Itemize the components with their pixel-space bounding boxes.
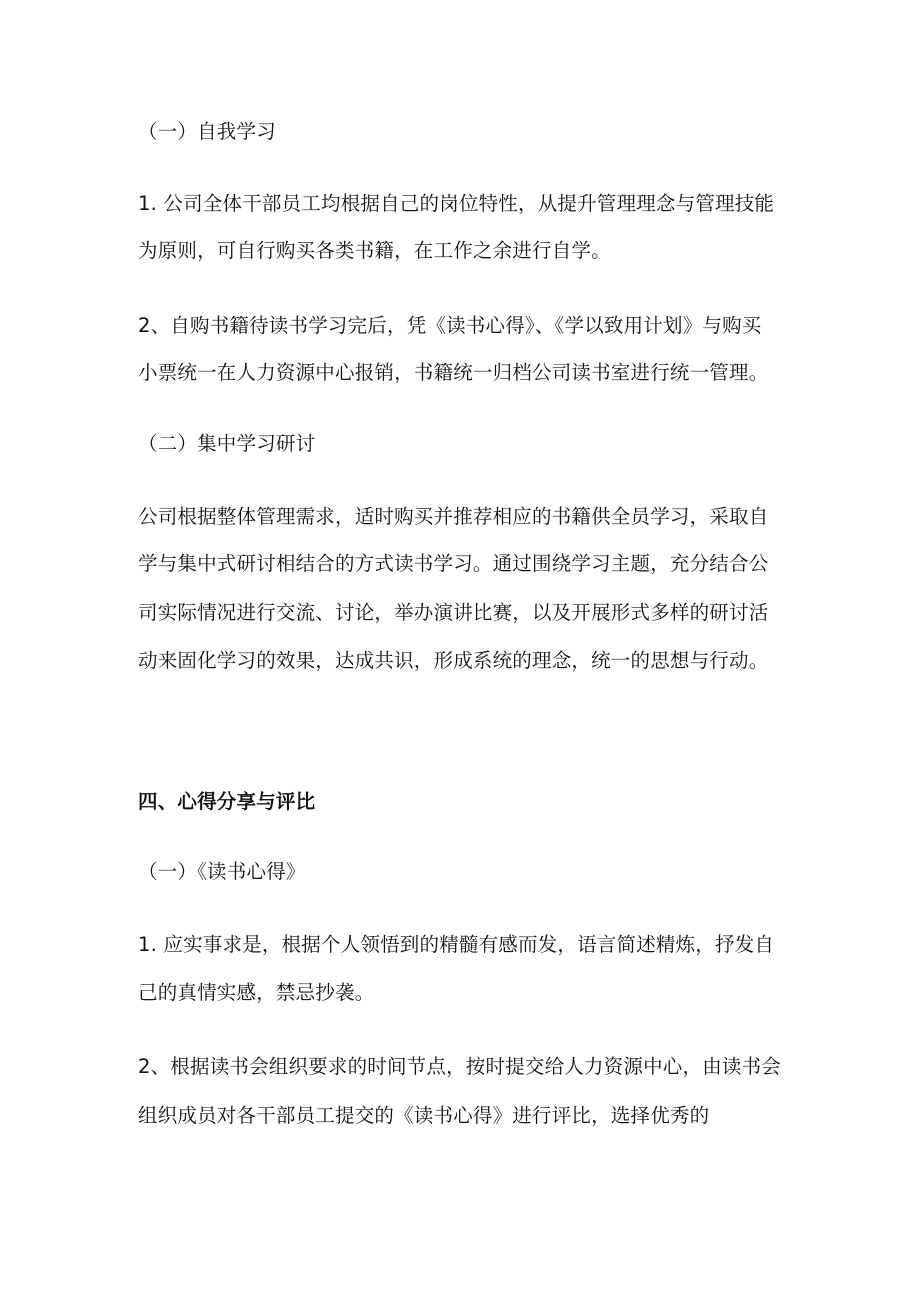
subsection-heading-self-study: （一）自我学习 xyxy=(138,120,276,143)
paragraph-line: 组织成员对各干部员工提交的《读书心得》进行评比，选择优秀的 xyxy=(138,1104,710,1127)
subsection-heading-reading-notes: （一）《读书心得》 xyxy=(138,860,306,883)
paragraph-line: 1. 应实事求是，根据个人领悟到的精髓有感而发，语言简述精炼，抒发自 xyxy=(138,933,775,956)
paragraph-line: 小票统一在人力资源中心报销，书籍统一归档公司读书室进行统一管理。 xyxy=(138,361,769,384)
paragraph-line: 公司根据整体管理需求，适时购买并推荐相应的书籍供全员学习，采取自 xyxy=(138,505,769,528)
paragraph-line: 为原则，可自行购买各类书籍，在工作之余进行自学。 xyxy=(138,239,611,262)
paragraph-line: 学与集中式研讨相结合的方式读书学习。通过围绕学习主题，充分结合公 xyxy=(138,552,769,575)
paragraph-line: 己的真情实感，禁忌抄袭。 xyxy=(138,981,375,1004)
paragraph-line: 2、根据读书会组织要求的时间节点，按时提交给人力资源中心，由读书会 xyxy=(138,1055,782,1078)
paragraph-line: 动来固化学习的效果，达成共识，形成系统的理念，统一的思想与行动。 xyxy=(138,649,769,672)
paragraph-line: 司实际情况进行交流、讨论，举办演讲比赛，以及开展形式多样的研讨活 xyxy=(138,601,769,624)
paragraph-line: 2、自购书籍待读书学习完后，凭《读书心得》、《学以致用计划》与购买 xyxy=(138,314,762,337)
section-heading-sharing: 四、心得分享与评比 xyxy=(138,790,316,813)
paragraph-line: 1. 公司全体干部员工均根据自己的岗位特性，从提升管理理念与管理技能 xyxy=(138,192,775,215)
subsection-heading-group-study: （二）集中学习研讨 xyxy=(138,432,316,455)
